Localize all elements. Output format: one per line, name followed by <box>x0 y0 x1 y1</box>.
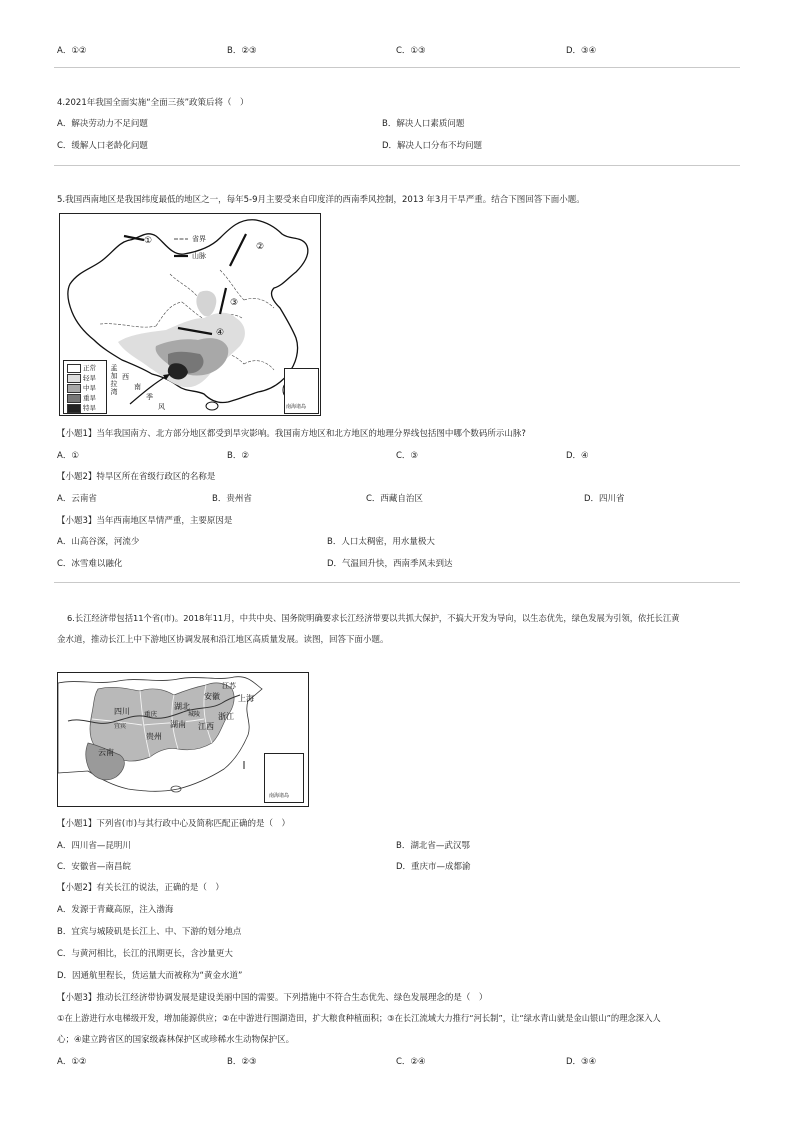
option-a: A．发源于青藏高原，注入渤海 <box>57 905 174 915</box>
legend-mountain-label: 山脉 <box>192 252 206 260</box>
option-c: C．③ <box>396 451 419 461</box>
mountain-3 <box>220 288 226 314</box>
label-jiangsu: 江苏 <box>222 682 236 690</box>
drought-light-north <box>196 291 216 317</box>
monsoon-char: 季 <box>146 393 153 401</box>
option-b: B．解决人口素质问题 <box>382 119 465 129</box>
question-stem: 4.2021年我国全面实施“全面三孩”政策后将（ ） <box>57 98 249 108</box>
label-hunan: 湖南 <box>170 720 186 729</box>
divider <box>54 165 740 166</box>
bay-char: 加 <box>110 372 118 380</box>
label-yibin: 宜宾 <box>114 723 127 730</box>
question-stem: 5.我国西南地区是我国纬度最低的地区之一，每年5-9月主要受来自印度洋的西南季风控制，2013 年3月干旱严重。结合下图回答下面小题。 <box>57 195 585 205</box>
option-d: D．因通航里程长，货运量大而被称为“黄金水道” <box>57 971 243 981</box>
option-d: D．④ <box>566 451 589 461</box>
drought-map <box>59 213 321 416</box>
label-zhejiang: 浙江 <box>218 712 234 721</box>
option-c: C．①③ <box>396 46 426 56</box>
label-chongqing: 重庆 <box>144 710 157 718</box>
option-c: C．缓解人口老龄化问题 <box>57 141 148 151</box>
option-b: B．宜宾与城陵矶是长江上、中、下游的划分地点 <box>57 927 242 937</box>
option-d: D．气温回升快，西南季风未到达 <box>327 559 453 569</box>
option-d: D．③④ <box>566 1057 597 1067</box>
subquestion-stem: 【小题3】推动长江经济带协调发展是建设美丽中国的需要。下列措施中不符合生态优先、绿色发展理念的是（ ） <box>57 993 488 1003</box>
subquestion-stem: 【小题3】当年西南地区旱情严重，主要原因是 <box>57 516 233 526</box>
option-b: B．② <box>227 451 249 461</box>
legend-class-label: 中旱 <box>83 384 96 392</box>
option-b: B．②③ <box>227 46 257 56</box>
divider <box>54 67 740 68</box>
legend-class-label: 特旱 <box>83 404 96 412</box>
legend-swatch-light <box>67 374 81 383</box>
inset-label: 南海诸岛 <box>269 793 290 799</box>
option-c: C．②④ <box>396 1057 426 1067</box>
legend-swatch-heavy <box>67 394 81 403</box>
option-c: C．西藏自治区 <box>366 494 423 504</box>
option-d: D．重庆市—成都渝 <box>396 862 471 872</box>
label-sichuan: 四川 <box>114 707 130 716</box>
option-d: D．解决人口分布不均问题 <box>382 141 483 151</box>
question-stem-line2: 金水道，推动长江上中下游地区协调发展和沿江地区高质量发展。读图，回答下面小题。 <box>57 635 389 645</box>
yangtze-map <box>57 672 309 807</box>
label-yunnan: 云南 <box>98 748 114 757</box>
bay-label <box>110 364 118 396</box>
subquestion-stem: 【小题2】特旱区所在省级行政区的名称是 <box>57 472 216 482</box>
option-a: A．①② <box>57 1057 87 1067</box>
label-anhui: 安徽 <box>204 692 220 701</box>
bay-char: 拉 <box>110 380 118 388</box>
label-2: ② <box>256 242 265 252</box>
legend-swatch-extreme <box>67 404 81 413</box>
option-a: A．①② <box>57 46 87 56</box>
legend-province-label: 省界 <box>192 235 206 243</box>
label-shanghai: 上海 <box>238 694 254 703</box>
drought-legend <box>63 360 107 414</box>
inset-label: 南海诸岛 <box>286 404 307 410</box>
option-c: C．冰雪难以融化 <box>57 559 123 569</box>
south-china-sea-inset <box>284 368 319 414</box>
legend-class-label: 重旱 <box>83 394 96 402</box>
label-jiangxi: 江西 <box>198 722 214 731</box>
option-c: C．安徽省—南昌皖 <box>57 862 131 872</box>
hainan-island <box>206 402 218 410</box>
option-a: A．山高谷深，河流少 <box>57 537 140 547</box>
legend-class-label: 轻旱 <box>83 374 96 382</box>
subquestion-stem: 【小题1】当年我国南方、北方部分地区都受到旱灾影响。我国南方地区和北方地区的地理分界线包括图中哪个数码所示山脉? <box>57 429 526 439</box>
label-chenglingji: 城陵 <box>188 711 201 718</box>
mountain-2 <box>230 234 246 266</box>
question-stem-line1: 6.长江经济带包括11个省(市)。2018年11月，中共中央、国务院明确要求长江经济带要以共抓大保护，不搞大开发为导向，以生态优先，绿色发展为引领，依托长江黄 <box>67 613 680 623</box>
divider <box>54 582 740 583</box>
option-a: A．解决劳动力不足问题 <box>57 119 148 129</box>
option-a: A．四川省—昆明川 <box>57 841 131 851</box>
bay-char: 湾 <box>110 388 118 396</box>
monsoon-char: 风 <box>158 403 165 411</box>
label-hubei: 湖北 <box>174 702 190 711</box>
option-b: B．人口太稠密，用水量极大 <box>327 537 435 547</box>
label-4: ④ <box>216 328 225 338</box>
label-3: ③ <box>230 298 239 308</box>
bay-char: 孟 <box>110 364 118 372</box>
label-1: ① <box>144 236 153 246</box>
option-a: A．云南省 <box>57 494 97 504</box>
option-a: A．① <box>57 451 79 461</box>
option-d: D．③④ <box>566 46 597 56</box>
subquestion-stem: 【小题2】有关长江的说法，正确的是（ ） <box>57 883 224 893</box>
option-b: B．贵州省 <box>212 494 252 504</box>
legend-class-label: 正常 <box>83 364 96 372</box>
monsoon-char: 西 <box>122 373 129 381</box>
legend-swatch-medium <box>67 384 81 393</box>
subquestion-body-line2: 心；④建立跨省区的国家级森林保护区或珍稀水生动物保护区。 <box>57 1035 295 1045</box>
option-c: C．与黄河相比，长江的汛期更长，含沙量更大 <box>57 949 233 959</box>
subquestion-stem: 【小题1】下列省(市)与其行政中心及简称匹配正确的是（ ） <box>57 819 291 829</box>
south-china-sea-inset <box>264 753 304 803</box>
subquestion-body-line1: ①在上游进行水电梯级开发，增加能源供应；②在中游进行围湖造田，扩大粮食种植面积；③在长江流域大力推行“河长制”，让“绿水青山就是金山银山”的理念深入人 <box>57 1013 661 1023</box>
option-d: D．四川省 <box>584 494 625 504</box>
label-guizhou: 贵州 <box>146 732 162 741</box>
option-b: B．②③ <box>227 1057 257 1067</box>
option-b: B．湖北省—武汉鄂 <box>396 841 470 851</box>
legend-swatch-normal <box>67 364 81 373</box>
monsoon-char: 南 <box>134 383 141 391</box>
